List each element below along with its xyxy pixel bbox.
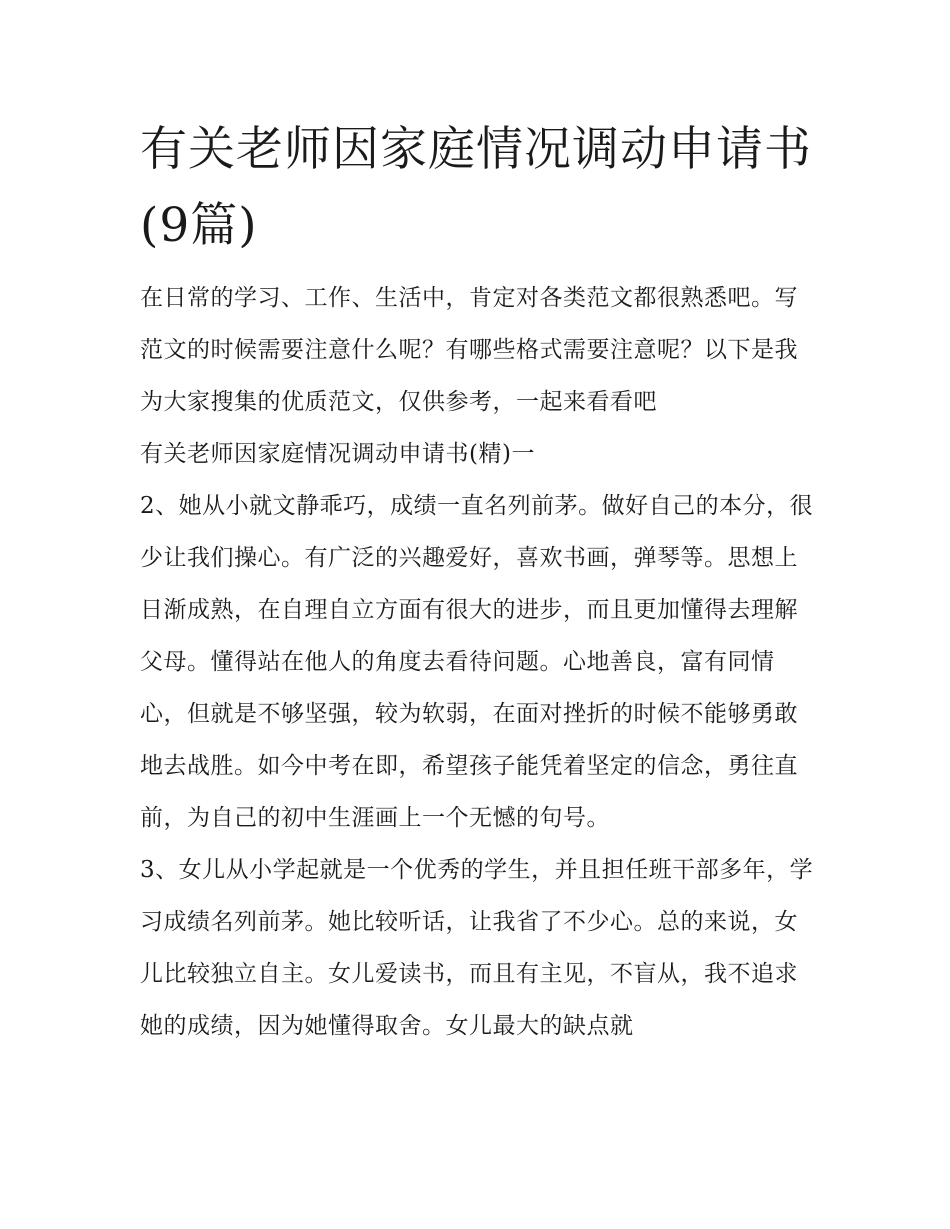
section-heading: 有关老师因家庭情况调动申请书(精)一	[140, 441, 535, 467]
document-page	[140, 112, 820, 1052]
document-title: 有关老师因家庭情况调动申请书(9篇)	[140, 122, 812, 253]
paragraph-3: 3、女儿从小学起就是一个优秀的学生，并且担任班干部多年，学习成绩名列前茅。她比较听话，让我省了不少心。总的来说，女儿比较独立自主。女儿爱读书，而且有主见，不盲从，我不追求她的成绩，因为她懂得取舍。女儿最大的缺点就	[140, 857, 814, 1039]
paragraph-2: 2、她从小就文静乖巧，成绩一直名列前茅。做好自己的本分，很少让我们操心。有广泛的兴趣爱好，喜欢书画，弹琴等。思想上日渐成熟，在自理自立方面有很大的进步，而且更加懂得去理解父母。懂得站在他人的角度去看待问题。心地善良，富有同情心，但就是不够坚强，较为软弱，在面对挫折的时候不能够勇敢地去战胜。如今中考在即，希望孩子能凭着坚定的信念，勇往直前，为自己的初中生涯画上一个无憾的句号。	[140, 493, 814, 831]
intro-paragraph: 在日常的学习、工作、生活中，肯定对各类范文都很熟悉吧。写范文的时候需要注意什么呢？有哪些格式需要注意呢？以下是我为大家搜集的优质范文，仅供参考，一起来看看吧	[140, 285, 798, 415]
